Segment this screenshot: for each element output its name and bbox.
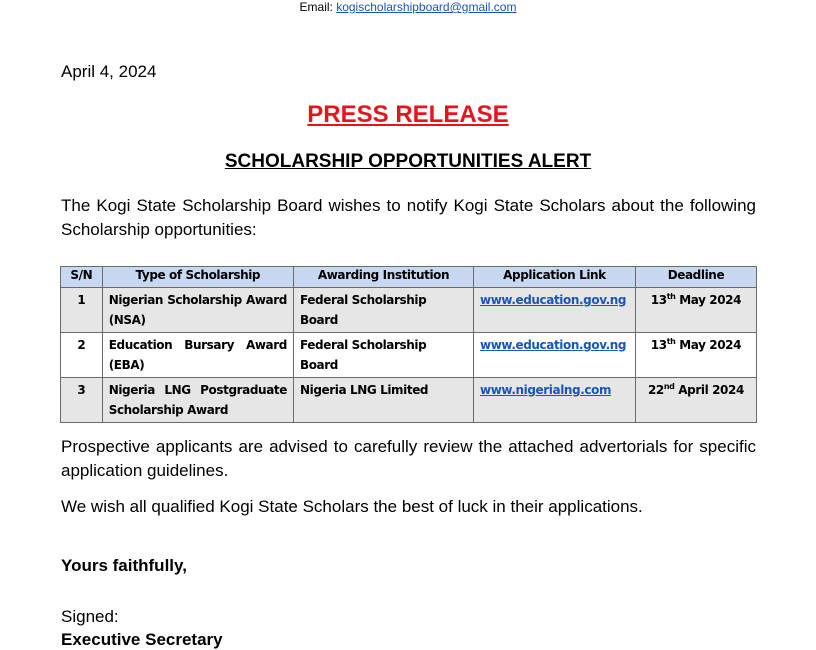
cell-type: Nigeria LNG Postgraduate Scholarship Award bbox=[102, 378, 293, 423]
cell-link bbox=[474, 288, 636, 333]
release-date: April 4, 2024 bbox=[61, 62, 157, 81]
table-row bbox=[61, 378, 757, 423]
cell-institution: Nigeria LNG Limited bbox=[293, 378, 473, 423]
cell-deadline bbox=[635, 288, 756, 333]
table-header-row bbox=[61, 267, 757, 288]
cell-type: Education Bursary Award (EBA) bbox=[102, 333, 293, 378]
email-link[interactable]: kogischolarshipboard@gmail.com bbox=[336, 0, 517, 14]
wishes-paragraph: We wish all qualified Kogi State Scholars the best of luck in their applications. bbox=[61, 497, 643, 516]
scholarship-table bbox=[60, 266, 757, 423]
cell-deadline bbox=[635, 333, 756, 378]
deadline-day: 13 bbox=[650, 293, 667, 307]
deadline-suffix: th bbox=[666, 337, 676, 346]
deadline-rest: May 2024 bbox=[675, 338, 742, 352]
header-sn: S/N bbox=[61, 267, 103, 288]
table-row bbox=[61, 333, 757, 378]
header-link: Application Link bbox=[474, 267, 636, 288]
deadline-rest: April 2024 bbox=[674, 383, 744, 397]
advice-paragraph: Prospective applicants are advised to carefully review the attached advertorials for specific application guidelines. bbox=[61, 437, 756, 480]
cell-link bbox=[474, 333, 636, 378]
email-line bbox=[0, 0, 816, 14]
deadline-suffix: th bbox=[666, 292, 676, 301]
email-label: Email: bbox=[299, 0, 333, 14]
page-title: PRESS RELEASE bbox=[307, 101, 509, 128]
cell-institution: Federal Scholarship Board bbox=[293, 333, 473, 378]
deadline-suffix: nd bbox=[663, 382, 675, 391]
closing: Yours faithfully, bbox=[61, 556, 187, 575]
application-link[interactable]: www.education.gov.ng bbox=[480, 293, 627, 307]
application-link[interactable]: www.nigerialng.com bbox=[480, 383, 612, 397]
signed-label: Signed: bbox=[61, 607, 119, 626]
deadline-day: 13 bbox=[650, 338, 667, 352]
table-row bbox=[61, 288, 757, 333]
deadline-day: 22 bbox=[647, 383, 664, 397]
cell-type: Nigerian Scholarship Award (NSA) bbox=[102, 288, 293, 333]
cell-deadline bbox=[635, 378, 756, 423]
cell-sn: 2 bbox=[61, 333, 103, 378]
cell-link bbox=[474, 378, 636, 423]
header-institution: Awarding Institution bbox=[293, 267, 473, 288]
cell-sn: 1 bbox=[61, 288, 103, 333]
application-link[interactable]: www.education.gov.ng bbox=[480, 338, 627, 352]
header-type: Type of Scholarship bbox=[102, 267, 293, 288]
intro-paragraph: The Kogi State Scholarship Board wishes to notify Kogi State Scholars about the following Scholarship opportunities: bbox=[61, 196, 756, 239]
header-deadline: Deadline bbox=[635, 267, 756, 288]
signatory-title: Executive Secretary bbox=[61, 630, 223, 649]
page-subtitle: SCHOLARSHIP OPPORTUNITIES ALERT bbox=[224, 151, 592, 172]
cell-sn: 3 bbox=[61, 378, 103, 423]
cell-institution: Federal Scholarship Board bbox=[293, 288, 473, 333]
deadline-rest: May 2024 bbox=[675, 293, 742, 307]
